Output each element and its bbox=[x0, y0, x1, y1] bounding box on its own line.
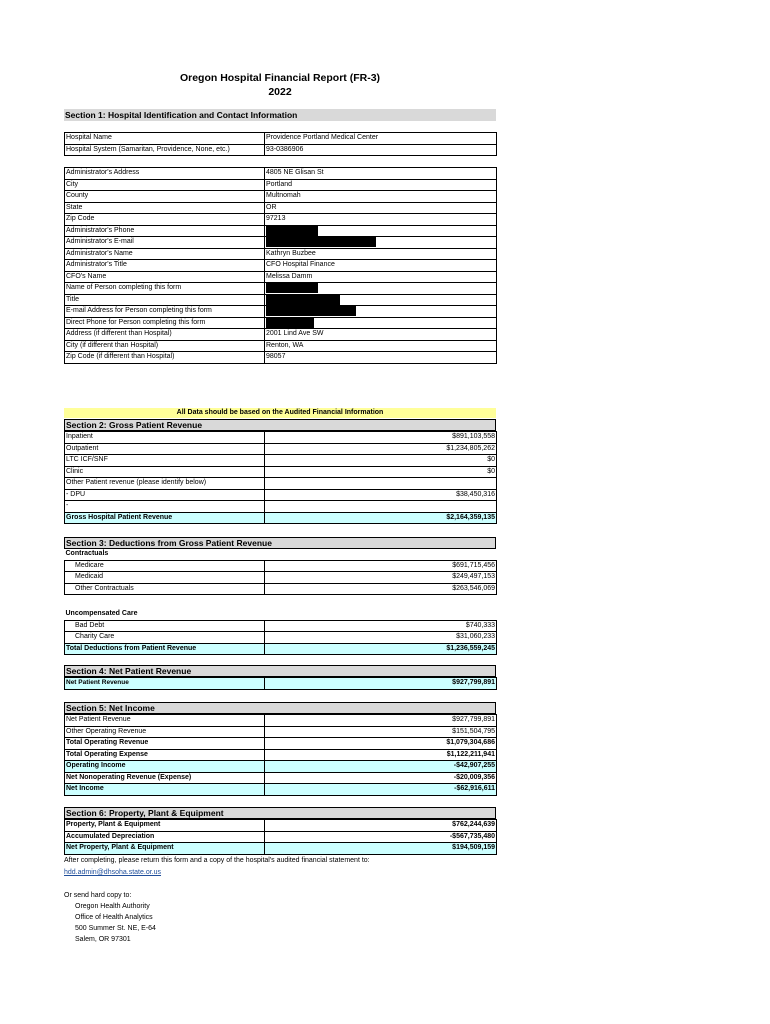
table-row bbox=[65, 248, 497, 260]
table-row bbox=[65, 478, 497, 490]
table-row bbox=[65, 749, 497, 761]
section3-header: Section 3: Deductions from Gross Patient Revenue bbox=[64, 537, 496, 549]
net-income-value: $1,079,304,686 bbox=[265, 738, 497, 750]
table-row bbox=[65, 133, 497, 145]
table-row bbox=[65, 678, 497, 690]
gross-revenue-rows bbox=[65, 432, 497, 513]
table-row bbox=[65, 620, 497, 632]
gross-revenue-value bbox=[265, 501, 497, 513]
hardcopy-note: Or send hard copy to: bbox=[64, 892, 132, 899]
table-row bbox=[65, 329, 497, 341]
hospital-name-label: Hospital Name bbox=[65, 133, 265, 145]
net-patient-revenue-value: $927,799,891 bbox=[265, 678, 497, 690]
admin-address-value: 4805 NE Glisan St bbox=[265, 168, 497, 180]
table-row bbox=[65, 761, 497, 773]
section4-header: Section 4: Net Patient Revenue bbox=[64, 665, 496, 677]
table-row bbox=[65, 432, 497, 444]
table-row bbox=[65, 306, 497, 318]
admin-phone-redacted bbox=[265, 225, 497, 237]
audited-data-note: All Data should be based on the Audited Financial Information bbox=[64, 408, 496, 418]
deductions-total-value: $1,236,559,245 bbox=[265, 643, 497, 655]
hospital-name-value: Providence Portland Medical Center bbox=[265, 133, 497, 145]
charity-care-value: $31,060,233 bbox=[265, 632, 497, 644]
preparer-name-label: Name of Person completing this form bbox=[65, 283, 265, 295]
section2-header: Section 2: Gross Patient Revenue bbox=[64, 419, 496, 431]
zip-value: 97213 bbox=[265, 214, 497, 226]
bad-debt-label: Bad Debt bbox=[65, 620, 265, 632]
preparer-title-redacted bbox=[265, 294, 497, 306]
deductions-table bbox=[64, 549, 497, 655]
redaction-block bbox=[266, 237, 376, 247]
gross-revenue-value: $1,234,805,262 bbox=[265, 443, 497, 455]
table-row bbox=[65, 772, 497, 784]
net-patient-revenue-table bbox=[64, 677, 497, 690]
other-contractuals-label: Other Contractuals bbox=[65, 583, 265, 595]
gross-revenue-value bbox=[265, 478, 497, 490]
table-row-total bbox=[65, 512, 497, 524]
alt-city-value: Renton, WA bbox=[265, 340, 497, 352]
net-income-value: $1,122,211,941 bbox=[265, 749, 497, 761]
net-ppe-value: $194,509,159 bbox=[265, 843, 497, 855]
table-row bbox=[65, 214, 497, 226]
preparer-email-label: E-mail Address for Person completing this form bbox=[65, 306, 265, 318]
table-row bbox=[65, 784, 497, 796]
redaction-block bbox=[266, 306, 356, 316]
city-value: Portland bbox=[265, 179, 497, 191]
admin-email-label: Administrator's E-mail bbox=[65, 237, 265, 249]
section5-header: Section 5: Net Income bbox=[64, 702, 496, 714]
gross-revenue-label: LTC ICF/SNF bbox=[65, 455, 265, 467]
medicaid-value: $249,497,153 bbox=[265, 572, 497, 584]
table-row bbox=[65, 549, 497, 560]
preparer-phone-label: Direct Phone for Person completing this form bbox=[65, 317, 265, 329]
table-row bbox=[65, 294, 497, 306]
net-ppe-label: Net Property, Plant & Equipment bbox=[65, 843, 265, 855]
section6-header: Section 6: Property, Plant & Equipment bbox=[64, 807, 496, 819]
gross-revenue-value: $891,103,558 bbox=[265, 432, 497, 444]
table-row bbox=[65, 168, 497, 180]
gross-revenue-value: $38,450,316 bbox=[265, 489, 497, 501]
net-income-label: Operating Income bbox=[65, 761, 265, 773]
table-row bbox=[65, 225, 497, 237]
uncompensated-label: Uncompensated Care bbox=[65, 610, 138, 617]
net-income-label: Total Operating Expense bbox=[65, 749, 265, 761]
net-income-label: Net Income bbox=[65, 784, 265, 796]
address-line: Office of Health Analytics bbox=[75, 914, 153, 921]
table-row bbox=[65, 820, 497, 832]
ppe-value: $762,244,639 bbox=[265, 820, 497, 832]
cfo-name-value: Melissa Damm bbox=[265, 271, 497, 283]
net-income-label: Net Nonoperating Revenue (Expense) bbox=[65, 772, 265, 784]
table-row bbox=[65, 179, 497, 191]
net-income-rows bbox=[65, 715, 497, 796]
table-row bbox=[65, 726, 497, 738]
alt-address-value: 2001 Lind Ave SW bbox=[265, 329, 497, 341]
alt-city-label: City (if different than Hospital) bbox=[65, 340, 265, 352]
table-row-total bbox=[65, 643, 497, 655]
gross-revenue-label: Outpatient bbox=[65, 443, 265, 455]
redaction-block bbox=[266, 295, 340, 305]
redaction-block bbox=[266, 226, 318, 236]
report-title: Oregon Hospital Financial Report (FR-3) bbox=[179, 72, 381, 84]
deductions-total-label: Total Deductions from Patient Revenue bbox=[65, 643, 265, 655]
report-year: 2022 bbox=[268, 86, 292, 98]
cfo-name-label: CFO's Name bbox=[65, 271, 265, 283]
redaction-block bbox=[266, 283, 318, 293]
alt-address-label: Address (if different than Hospital) bbox=[65, 329, 265, 341]
redaction-block bbox=[266, 318, 314, 328]
return-instruction: After completing, please return this form and a copy of the hospital's audited financial statement to: bbox=[64, 857, 370, 864]
state-value: OR bbox=[265, 202, 497, 214]
table-row bbox=[65, 609, 497, 620]
preparer-name-redacted bbox=[265, 283, 497, 295]
submission-email-link[interactable]: hdd.admin@dhsoha.state.or.us bbox=[64, 869, 162, 876]
admin-title-label: Administrator's Title bbox=[65, 260, 265, 272]
table-row bbox=[65, 501, 497, 513]
medicaid-label: Medicaid bbox=[65, 572, 265, 584]
medicare-label: Medicare bbox=[65, 560, 265, 572]
table-row bbox=[65, 260, 497, 272]
charity-care-label: Charity Care bbox=[65, 632, 265, 644]
table-row bbox=[65, 317, 497, 329]
contractuals-label: Contractuals bbox=[65, 550, 109, 557]
table-row bbox=[65, 202, 497, 214]
gross-revenue-label: Other Patient revenue (please identify below) bbox=[65, 478, 265, 490]
ppe-table bbox=[64, 819, 497, 855]
net-income-value: -$42,907,255 bbox=[265, 761, 497, 773]
zip-label: Zip Code bbox=[65, 214, 265, 226]
gross-revenue-label: Clinic bbox=[65, 466, 265, 478]
admin-name-label: Administrator's Name bbox=[65, 248, 265, 260]
depreciation-value: -$567,735,480 bbox=[265, 831, 497, 843]
table-row bbox=[65, 443, 497, 455]
hospital-identity-table bbox=[64, 132, 497, 156]
medicare-value: $691,715,456 bbox=[265, 560, 497, 572]
gross-revenue-value: $0 bbox=[265, 455, 497, 467]
other-contractuals-value: $263,546,069 bbox=[265, 583, 497, 595]
table-row bbox=[65, 632, 497, 644]
table-row bbox=[65, 352, 497, 364]
admin-title-value: CFO Hospital Finance bbox=[265, 260, 497, 272]
state-label: State bbox=[65, 202, 265, 214]
preparer-email-redacted bbox=[265, 306, 497, 318]
table-row bbox=[65, 489, 497, 501]
table-row bbox=[65, 283, 497, 295]
table-row bbox=[65, 831, 497, 843]
table-row bbox=[65, 237, 497, 249]
hospital-system-label: Hospital System (Samaritan, Providence, None, etc.) bbox=[65, 144, 265, 156]
city-label: City bbox=[65, 179, 265, 191]
table-row bbox=[65, 271, 497, 283]
table-row bbox=[65, 144, 497, 156]
net-income-label: Net Patient Revenue bbox=[65, 715, 265, 727]
table-row bbox=[65, 583, 497, 595]
table-row bbox=[65, 738, 497, 750]
net-patient-revenue-label: Net Patient Revenue bbox=[65, 678, 265, 690]
table-row-total bbox=[65, 843, 497, 855]
admin-address-label: Administrator's Address bbox=[65, 168, 265, 180]
table-row bbox=[65, 191, 497, 203]
section1-header: Section 1: Hospital Identification and Contact Information bbox=[64, 109, 496, 121]
table-row bbox=[65, 572, 497, 584]
gross-revenue-table bbox=[64, 431, 497, 524]
admin-phone-label: Administrator's Phone bbox=[65, 225, 265, 237]
address-line: 500 Summer St. NE, E-64 bbox=[75, 925, 156, 932]
net-income-value: -$20,009,356 bbox=[265, 772, 497, 784]
county-value: Multnomah bbox=[265, 191, 497, 203]
preparer-phone-redacted bbox=[265, 317, 497, 329]
net-income-label: Total Operating Revenue bbox=[65, 738, 265, 750]
net-income-value: $151,504,795 bbox=[265, 726, 497, 738]
table-row bbox=[65, 715, 497, 727]
gross-revenue-label: Inpatient bbox=[65, 432, 265, 444]
admin-email-redacted bbox=[265, 237, 497, 249]
net-income-value: $927,799,891 bbox=[265, 715, 497, 727]
preparer-title-label: Title bbox=[65, 294, 265, 306]
gross-total-value: $2,164,359,135 bbox=[265, 512, 497, 524]
net-income-value: -$62,916,611 bbox=[265, 784, 497, 796]
table-row bbox=[65, 560, 497, 572]
table-row bbox=[65, 595, 497, 610]
net-income-table bbox=[64, 714, 497, 796]
alt-zip-label: Zip Code (if different than Hospital) bbox=[65, 352, 265, 364]
depreciation-label: Accumulated Depreciation bbox=[65, 831, 265, 843]
hospital-system-value: 93-0386906 bbox=[265, 144, 497, 156]
contact-table bbox=[64, 167, 497, 364]
ppe-label: Property, Plant & Equipment bbox=[65, 820, 265, 832]
bad-debt-value: $740,333 bbox=[265, 620, 497, 632]
table-row bbox=[65, 340, 497, 352]
address-line: Salem, OR 97301 bbox=[75, 936, 131, 943]
address-line: Oregon Health Authority bbox=[75, 903, 150, 910]
gross-total-label: Gross Hospital Patient Revenue bbox=[65, 512, 265, 524]
gross-revenue-label: - DPU bbox=[65, 489, 265, 501]
mailing-address bbox=[75, 901, 156, 945]
table-row bbox=[65, 466, 497, 478]
county-label: County bbox=[65, 191, 265, 203]
admin-name-value: Kathryn Buzbee bbox=[265, 248, 497, 260]
gross-revenue-label: - bbox=[65, 501, 265, 513]
alt-zip-value: 98057 bbox=[265, 352, 497, 364]
net-income-label: Other Operating Revenue bbox=[65, 726, 265, 738]
gross-revenue-value: $0 bbox=[265, 466, 497, 478]
table-row bbox=[65, 455, 497, 467]
spacer bbox=[65, 595, 497, 610]
